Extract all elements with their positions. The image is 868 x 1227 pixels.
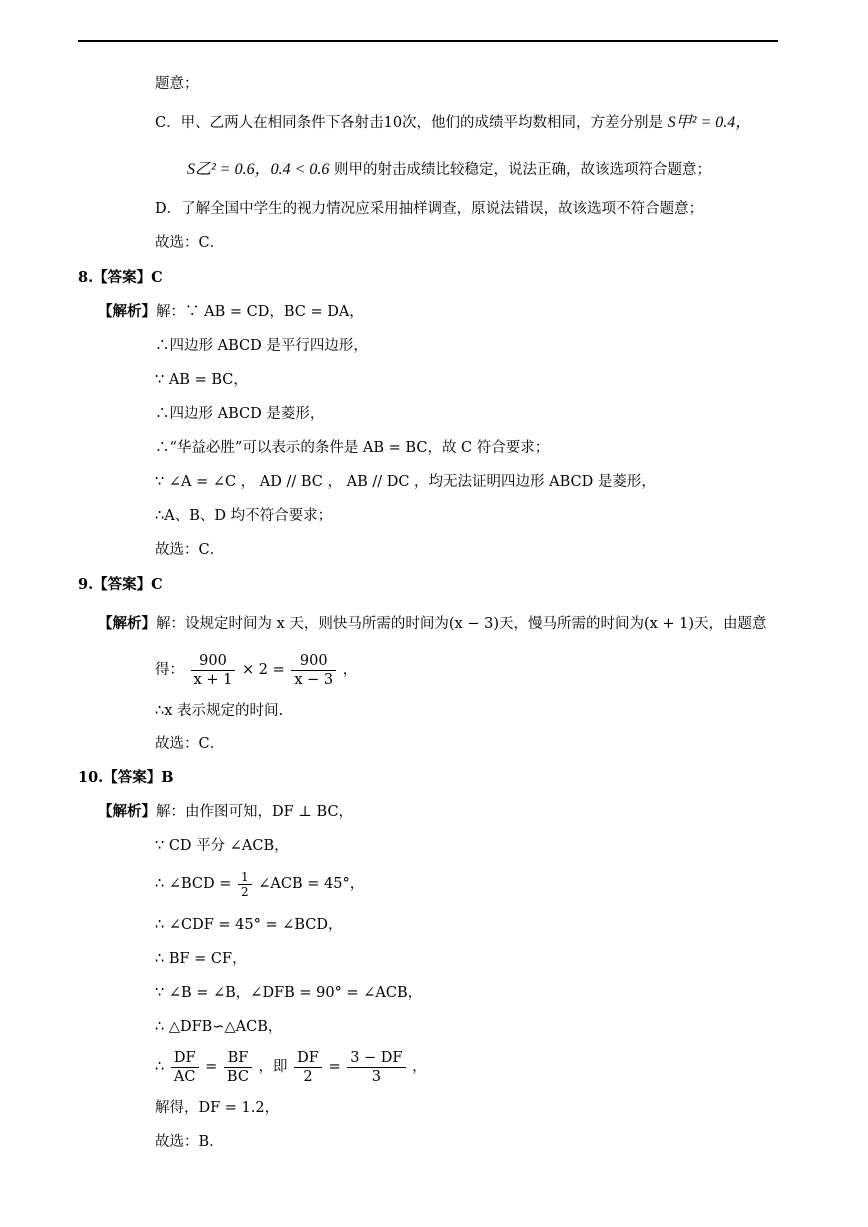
text-line: ∴四边形 ABCD 是平行四边形， — [155, 338, 368, 354]
fraction: $\frac{DF}{2}$ — [294, 1049, 322, 1086]
equation-line: ∴ $\frac{DF}{AC}$ = $\frac{BF}{BC}$ ，即 $\frac{DF}{2}$ = $\frac{3 - DF}{3}$ ， — [155, 1049, 427, 1085]
text-line: ∴ △DFB∽△ACB， — [155, 1019, 283, 1035]
text-line: 故选：C． — [155, 736, 225, 752]
header-rule — [78, 40, 778, 42]
analysis-line: 【解析】解：∵ AB = CD，BC = DA， — [98, 303, 364, 320]
text-line: ∵ ∠B = ∠B，∠DFB = 90° = ∠ACB， — [155, 985, 423, 1001]
answer-heading-9: 9.【答案】C — [78, 576, 163, 593]
text-line: ∴ BF = CF， — [155, 951, 247, 967]
text-line: 解得，DF = 1.2， — [155, 1100, 280, 1116]
fraction: $\frac{1}{2}$ — [238, 870, 252, 899]
equation-line: 得： $\frac{900}{x + 1}$ × 2 = $\frac{900}{x - 3}$ ， — [155, 652, 358, 688]
text-line: 故选：C． — [155, 235, 225, 251]
text-line: D．了解全国中学生的视力情况应采用抽样调查，原说法错误，故该选项不符合题意； — [155, 201, 704, 217]
fraction: $\frac{BF}{BC}$ — [224, 1049, 252, 1086]
analysis-label: 【解析】 — [98, 803, 156, 820]
text-line: 故选：C． — [155, 542, 225, 558]
text-line: C．甲、乙两人在相同条件下各射击10次，他们的成绩平均数相同，方差分别是 S甲² = 0.4， — [155, 114, 752, 131]
text-line: 故选：B． — [155, 1134, 224, 1150]
fraction: $\frac{DF}{AC}$ — [171, 1049, 199, 1086]
analysis-line: 【解析】解：设规定时间为 x 天，则快马所需的时间为(x − 3)天，慢马所需的时间为(x + 1)天，由题意 — [98, 615, 767, 632]
text-line: ∴ ∠CDF = 45° = ∠BCD， — [155, 917, 343, 933]
analysis-label: 【解析】 — [98, 615, 156, 632]
text-line: 题意； — [155, 76, 199, 92]
analysis-line: 【解析】解：由作图可知，DF ⊥ BC， — [98, 803, 354, 820]
answer-heading-8: 8.【答案】C — [78, 269, 163, 286]
answer-heading-10: 10.【答案】B — [78, 769, 174, 786]
text-line: S乙² = 0.6，0.4 < 0.6 则甲的射击成绩比较稳定，说法正确，故该选项符合题意； — [187, 161, 712, 178]
fraction: $\frac{900}{x - 3}$ — [291, 652, 336, 689]
text-line: ∴“华益必胜”可以表示的条件是 AB = BC，故 C 符合要求； — [155, 440, 550, 456]
text-line: ∵ ∠A = ∠C ， AD // BC ， AB // DC ，均无法证明四边形 ABCD 是菱形， — [155, 474, 656, 490]
variance-jia: S甲² = 0.4， — [667, 114, 752, 131]
text-line: ∴A、B、D 均不符合要求； — [155, 508, 333, 524]
analysis-label: 【解析】 — [98, 303, 156, 320]
text-line: ∵ CD 平分 ∠ACB， — [155, 838, 289, 854]
text-line: ∵ AB = BC， — [155, 372, 248, 388]
variance-yi: S乙² = 0.6，0.4 < 0.6 — [187, 161, 330, 178]
equation-line: ∴ ∠BCD = $\frac{1}{2}$ ∠ACB = 45°， — [155, 869, 365, 899]
fraction: $\frac{900}{x + 1}$ — [191, 652, 236, 689]
text-line: ∴四边形 ABCD 是菱形， — [155, 406, 325, 422]
fraction: $\frac{3 - DF}{3}$ — [347, 1049, 405, 1086]
text-line: ∴x 表示规定的时间. — [155, 703, 284, 719]
